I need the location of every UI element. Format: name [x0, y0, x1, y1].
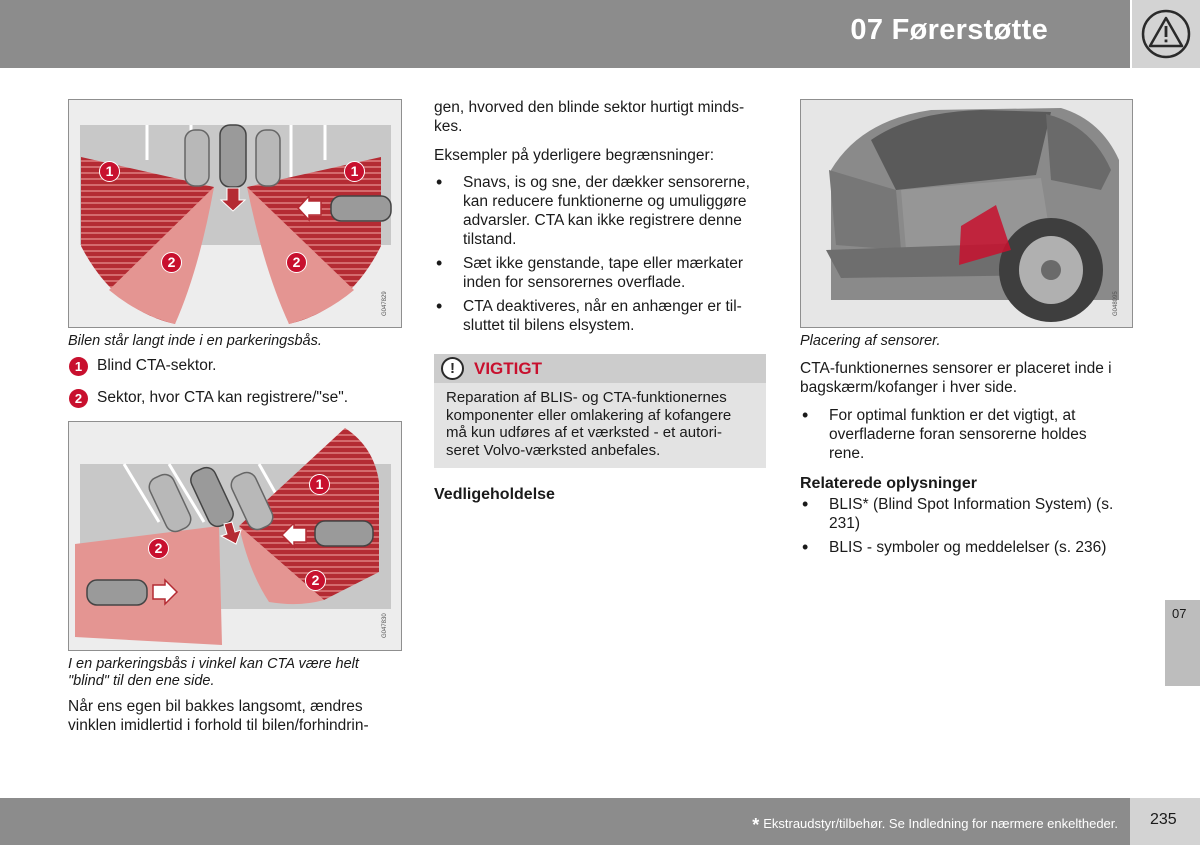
figure-caption: Bilen står langt inde i en parkeringsbås.: [68, 333, 322, 349]
page-number-box: [1130, 798, 1200, 845]
legend-item-2: [69, 388, 399, 410]
legend-text: Sektor, hvor CTA kan registrere/"se".: [97, 389, 349, 406]
page-number: 235: [1150, 811, 1177, 828]
examples-intro: Eksempler på yderligere begrænsninger:: [434, 147, 715, 164]
text-line: CTA-funktionernes sensorer er placeret inde i: [800, 360, 1112, 377]
footnote: [752, 815, 1118, 836]
page-footer: [0, 798, 1130, 845]
important-header: [434, 354, 766, 383]
list-item: • Snavs, is og sne, der dækker sensorerne, kan reducere funktionerne og umuliggøre advarsler. CTA kan ikke registrere denne tilstand.: [434, 173, 769, 249]
caption-line: "blind" til den ene side.: [68, 673, 215, 689]
caption-line: I en parkeringsbås i vinkel kan CTA være helt: [68, 656, 359, 672]
exclamation-icon: !: [441, 357, 464, 380]
related-links-list: [800, 495, 1135, 562]
important-notice: [434, 354, 766, 468]
important-title: VIGTIGT: [474, 359, 542, 378]
figure-marker-1: 1: [99, 161, 120, 182]
section-heading-related: Relaterede oplysninger: [800, 475, 977, 492]
section-heading-maintenance: Vedligeholdelse: [434, 486, 555, 503]
important-text: Reparation af BLIS- og CTA-funktionernes komponenter eller omlakering af kofangere må kun udføres af et værksted - et autori- seret Volvo-værksted anbefales.: [446, 389, 732, 459]
chapter-title: 07 Førerstøtte: [850, 14, 1048, 46]
related-link[interactable]: • BLIS* (Blind Spot Information System) (s. 231): [800, 495, 1135, 533]
figure-marker-2: 2: [305, 570, 326, 591]
list-item: • Sæt ikke genstande, tape eller mærkater inden for sensorernes overflade.: [434, 254, 769, 292]
figure-straight-parking: [68, 99, 402, 328]
related-link[interactable]: • BLIS - symboler og meddelelser (s. 236): [800, 538, 1135, 557]
figure-caption: [68, 656, 359, 690]
figure-marker-2: 2: [161, 252, 182, 273]
sensor-care-list: [800, 406, 1135, 468]
text-line: gen, hvorved den blinde sektor hurtigt minds-: [434, 99, 745, 116]
body-paragraph: [68, 697, 369, 735]
text-line: kes.: [434, 118, 463, 135]
chapter-number: 07: [1172, 606, 1187, 621]
figure-sensor-placement: [800, 99, 1133, 328]
text-line: Når ens egen bil bakkes langsomt, ændres: [68, 698, 363, 715]
header-icon-box: [1132, 0, 1200, 68]
list-item: • For optimal funktion er det vigtigt, at overfladerne foran sensorerne holdes rene.: [800, 406, 1135, 463]
body-paragraph: [434, 98, 744, 136]
figure-caption: Placering af sensorer.: [800, 333, 941, 349]
footnote-text: Ekstraudstyr/tilbehør. Se Indledning for nærmere enkeltheder.: [763, 816, 1118, 831]
legend-number: 2: [69, 389, 88, 408]
list-item: • CTA deaktiveres, når en anhænger er til- sluttet til bilens elsystem.: [434, 297, 769, 335]
footnote-asterisk: *: [752, 815, 760, 835]
chapter-side-tab: [1165, 600, 1200, 686]
limitations-list: [434, 173, 769, 340]
figure-code: G048095: [1113, 291, 1119, 316]
figure-code: G047830: [382, 613, 388, 638]
legend-number: 1: [69, 357, 88, 376]
page-header: [0, 0, 1130, 68]
figure-code: G047829: [382, 291, 388, 316]
legend-text: Blind CTA-sektor.: [97, 357, 217, 374]
figure-marker-2: 2: [286, 252, 307, 273]
text-line: bagskærm/kofanger i hver side.: [800, 379, 1018, 396]
legend-item-1: [69, 356, 399, 378]
figure-marker-2: 2: [148, 538, 169, 559]
body-paragraph: [800, 359, 1112, 397]
warning-triangle-icon: [1140, 8, 1192, 60]
figure-angled-parking: [68, 421, 402, 651]
figure-marker-1: 1: [344, 161, 365, 182]
figure-marker-1: 1: [309, 474, 330, 495]
text-line: vinklen imidlertid i forhold til bilen/forhindrin-: [68, 717, 369, 734]
